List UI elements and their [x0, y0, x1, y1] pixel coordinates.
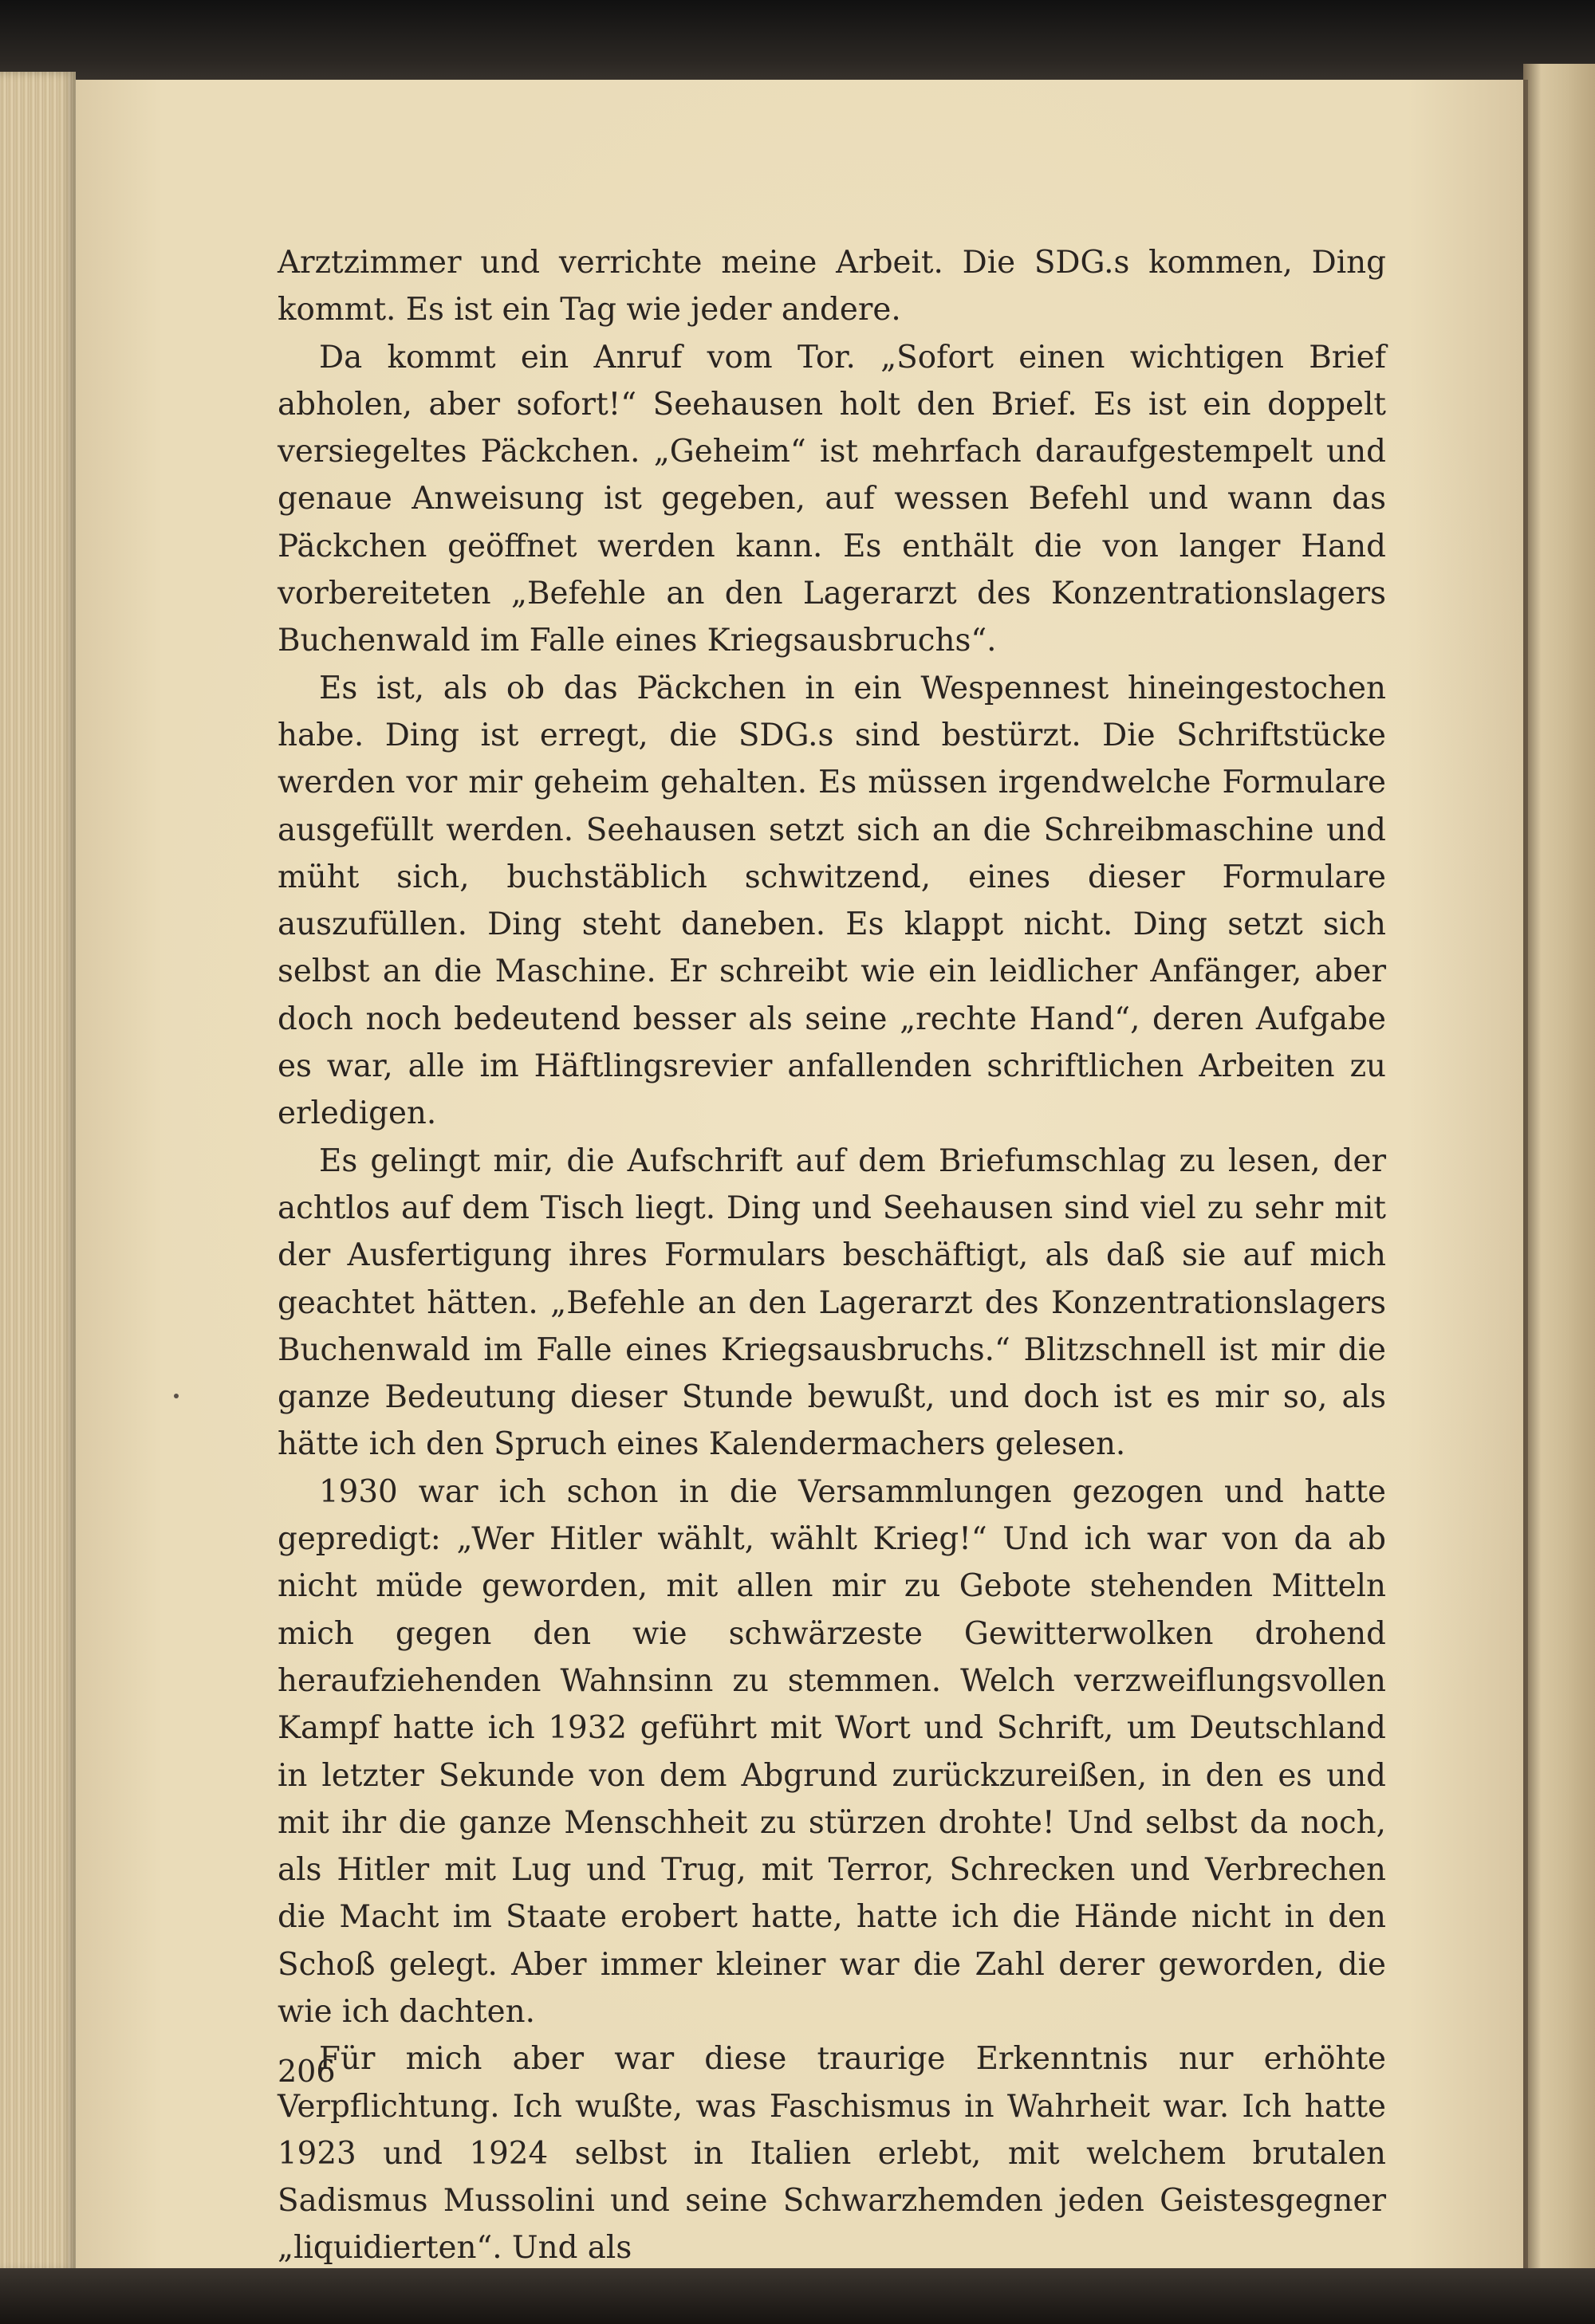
top-shadow — [0, 0, 1595, 88]
bottom-shadow — [0, 2268, 1595, 2324]
book-gutter — [1523, 64, 1595, 2280]
paragraph-5: 1930 war ich schon in die Versammlungen gezogen und hatte gepredigt: „Wer Hitler wählt, wählt Krieg!“ Und ich war von da ab nicht müde geworden, mit allen mir zu Gebote stehenden Mitteln mich gegen den wie schwärzeste Gewitterwolken drohend heraufziehenden Wahnsinn zu stemmen. Welch verzweiflungsvollen Kampf hatte ich 1932 geführt mit Wort und Schrift, um Deutschland in letzter Sekunde von dem Abgrund zurückzureißen, in den es und mit ihr die ganze Menschheit zu stürzen drohte! Und selbst da noch, als Hitler mit Lug und Trug, mit Terror, Schrecken und Verbrechen die Macht im Staate erobert hatte, hatte ich die Hände nicht in den Schoß gelegt. Aber immer kleiner war die Zahl derer geworden, die wie ich dachten. — [278, 1473, 1386, 2030]
gutter-line — [1523, 80, 1528, 2268]
paragraph-1: Arztzimmer und verrichte meine Arbeit. Die SDG.s kommen, Ding kommt. Es ist ein Tag wie jeder andere. — [278, 245, 1386, 328]
margin-mark — [174, 1394, 179, 1398]
paragraph-2: Da kommt ein Anruf vom Tor. „Sofort einen wichtigen Brief abholen, aber sofort!“ Seehausen holt den Brief. Es ist ein doppelt versiegeltes Päckchen. „Geheim“ ist mehrfach daraufgestempelt und genaue Anweisung ist gegeben, auf wessen Befehl und wann das Päckchen geöffnet werden kann. Es enthält die von langer Hand vorbereiteten „Befehle an den Lagerarzt des Konzentrationslagers Buchenwald im Falle eines Kriegsausbruchs“. — [278, 339, 1386, 659]
body-text — [278, 239, 1386, 2272]
page-edge-stack — [0, 72, 76, 2272]
paragraph-3: Es ist, als ob das Päckchen in ein Wespennest hineingestochen habe. Ding ist erregt, die SDG.s sind bestürzt. Die Schriftstücke werden vor mir geheim gehalten. Es müssen irgendwelche Formulare ausgefüllt werden. Seehausen setzt sich an die Schreibmaschine und müht sich, buchstäblich schwitzend, eines dieser Formulare auszufüllen. Ding steht daneben. Es klappt nicht. Ding setzt sich selbst an die Maschine. Er schreibt wie ein leidlicher Anfänger, aber doch noch bedeutend besser als seine „rechte Hand“, deren Aufgabe es war, alle im Häftlingsrevier anfallenden schriftlichen Arbeiten zu erledigen. — [278, 670, 1386, 1132]
page-number: 206 — [278, 2054, 336, 2089]
paragraph-4: Es gelingt mir, die Aufschrift auf dem Briefumschlag zu lesen, der achtlos auf dem Tisch liegt. Ding und Seehausen sind viel zu sehr mit der Ausfertigung ihres Formulars beschäftigt, als daß sie auf mich geachtet hätten. „Befehle an den Lagerarzt des Konzentrationslagers Buchenwald im Falle eines Kriegsausbruchs.“ Blitzschnell ist mir die ganze Bedeutung dieser Stunde bewußt, und doch ist es mir so, als hätte ich den Spruch eines Kalendermachers gelesen. — [278, 1142, 1386, 1463]
paragraph-6: Für mich aber war diese traurige Erkenntnis nur erhöhte Verpflichtung. Ich wußte, was Faschismus in Wahrheit war. Ich hatte 1923 und 1924 selbst in Italien erlebt, mit welchem brutalen Sadismus Mussolini und seine Schwarzhemden jeden Geistesgegner „liquidierten“. Und als — [278, 2041, 1386, 2267]
